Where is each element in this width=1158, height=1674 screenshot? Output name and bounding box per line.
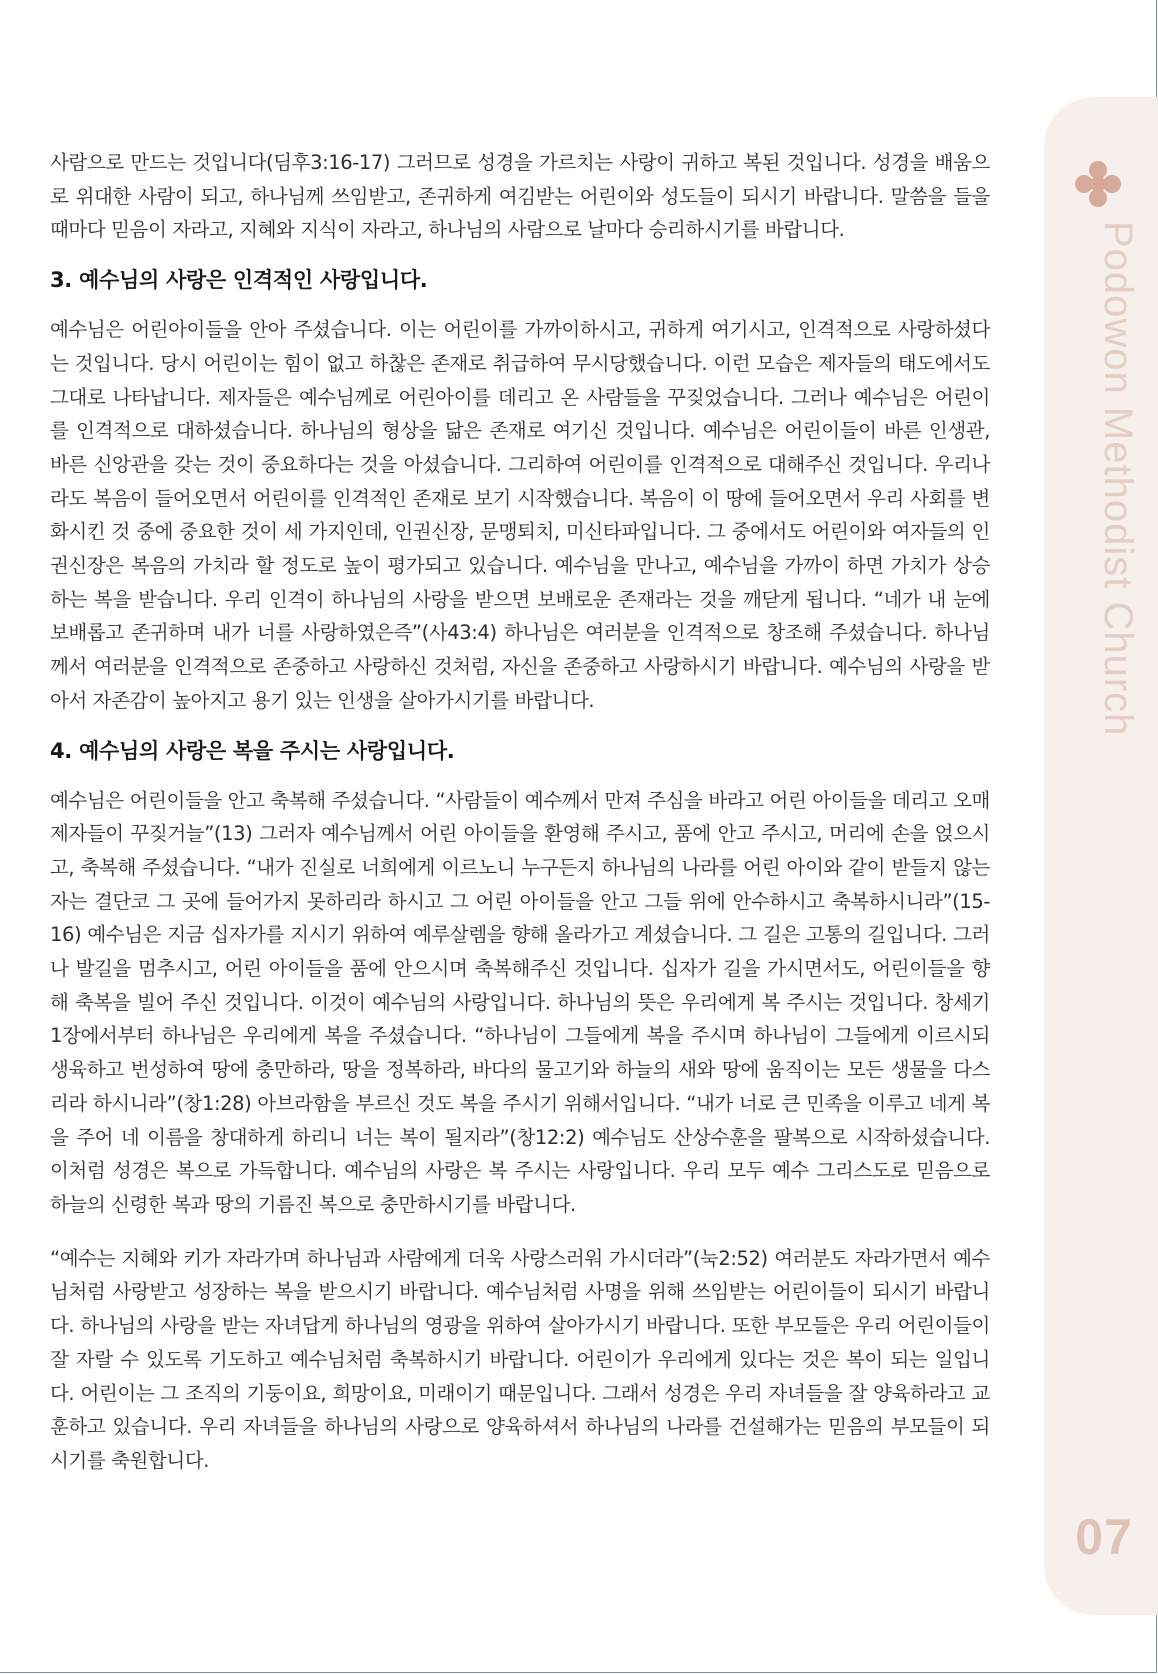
- church-name: Podowon Methodist Church: [1096, 221, 1140, 737]
- cross-flower-icon: [1074, 160, 1122, 208]
- section-heading: 4. 예수님의 사랑은 복을 주시는 사랑입니다.: [50, 738, 455, 763]
- article-body: [50, 146, 990, 1478]
- paragraph: 사람으로 만드는 것입니다(딤후3:16-17) 그러므로 성경을 가르치는 사랑이 귀하고 복된 것입니다. 성경을 배움으로 위대한 사람이 되고, 하나님께 쓰임받고, 존귀하게 여김받는 어린이와 성도들이 되시기 바랍니다. 말씀을 들을 때마다 믿음이 자라고, 지혜와 지식이 자라고, 하나님의 사람으로 날마다 승리하시기를 바랍니다.: [50, 151, 990, 242]
- section-heading: 3. 예수님의 사랑은 인격적인 사랑입니다.: [50, 268, 428, 293]
- page-number: 07: [1075, 1509, 1133, 1565]
- paragraph: 예수님은 어린아이들을 안아 주셨습니다. 이는 어린이를 가까이하시고, 귀하게 여기시고, 인격적으로 사랑하셨다는 것입니다. 당시 어린이는 힘이 없고 하찮은 존재로 취급하여 무시당했습니다. 이런 모습은 제자들의 태도에서도 그대로 나타납니다. 제자들은 예수님께로 어린아이를 데리고 온 사람들을 꾸짖었습니다. 그러나 예수님은 어린이를 인격적으로 대하셨습니다. 하나님의 형상을 닮은 존재로 여기신 것입니다. 예수님은 어린이들이 바른 인생관, 바른 신앙관을 갖는 것이 중요하다는 것을 아셨습니다. 그리하여 어린이를 인격적으로 대해주신 것입니다. 우리나라도 복음이 들어오면서 어린이를 인격적인 존재로 보기 시작했습니다. 복음이 이 땅에 들어오면서 우리 사회를 변화시킨 것 중에 중요한 것이 세 가지인데, 인권신장, 문맹퇴치, 미신타파입니다. 그 중에서도 어린이와 여자들의 인권신장은 복음의 가치라 할 정도로 높이 평가되고 있습니다. 예수님을 만나고, 예수님을 가까이 하면 가치가 상승하는 복을 받습니다. 우리 인격이 하나님의 사랑을 받으면 보배로운 존재라는 것을 깨닫게 됩니다. “네가 내 눈에 보배롭고 존귀하며 내가 너를 사랑하였은즉”(사43:4) 하나님은 여러분을 인격적으로 창조해 주셨습니다. 하나님께서 여러분을 인격적으로 존중하고 사랑하신 것처럼, 자신을 존중하고 사랑하시기 바랍니다. 예수님의 사랑을 받아서 자존감이 높아지고 용기 있는 인생을 살아가시기를 바랍니다.: [50, 318, 990, 712]
- paragraph: “예수는 지혜와 키가 자라가며 하나님과 사람에게 더욱 사랑스러워 가시더라”(눅2:52) 여러분도 자라가면서 예수님처럼 사랑받고 성장하는 복을 받으시기 바랍니다. 예수님처럼 사명을 위해 쓰임받는 어린이들이 되시기 바랍니다. 하나님의 사랑을 받는 자녀답게 하나님의 영광을 위하여 살아가시기 바랍니다. 또한 부모들은 우리 어린이들이 잘 자랄 수 있도록 기도하고 예수님처럼 축복하시기 바랍니다. 어린이가 우리에게 있다는 것은 복이 되는 일입니다. 어린이는 그 조직의 기둥이요, 희망이요, 미래이기 때문입니다. 그래서 성경은 우리 자녀들을 잘 양육하라고 교훈하고 있습니다. 우리 자녀들을 하나님의 사랑으로 양육하셔서 하나님의 나라를 건설해가는 믿음의 부모들이 되시기를 축원합니다.: [50, 1246, 990, 1472]
- paragraph: 예수님은 어린이들을 안고 축복해 주셨습니다. “사람들이 예수께서 만져 주심을 바라고 어린 아이들을 데리고 오매 제자들이 꾸짖거늘”(13) 그러자 예수님께서 어린 아이들을 환영해 주시고, 품에 안고 주시고, 머리에 손을 얹으시고, 축복해 주셨습니다. “내가 진실로 너희에게 이르노니 누구든지 하나님의 나라를 어린 아이와 같이 받들지 않는 자는 결단코 그 곳에 들어가지 못하리라 하시고 그 어린 아이들을 안고 그들 위에 안수하시고 축복하시니라”(15-16) 예수님은 지금 십자가를 지시기 위하여 예루살렘을 향해 올라가고 계셨습니다. 그 길은 고통의 길입니다. 그러나 발길을 멈추시고, 어린 아이들을 품에 안으시며 축복해주신 것입니다. 십자가 길을 가시면서도, 어린이들을 향해 축복을 빌어 주신 것입니다. 이것이 예수님의 사랑입니다. 하나님의 뜻은 우리에게 복 주시는 것입니다. 창세기 1장에서부터 하나님은 우리에게 복을 주셨습니다. “하나님이 그들에게 복을 주시며 하나님이 그들에게 이르시되 생육하고 번성하여 땅에 충만하라, 땅을 정복하라, 바다의 물고기와 하늘의 새와 땅에 움직이는 모든 생물을 다스리라 하시니라”(창1:28) 아브라함을 부르신 것도 복을 주시기 위해서입니다. “내가 너로 큰 민족을 이루고 네게 복을 주어 네 이름을 창대하게 하리니 너는 복이 될지라”(창12:2) 예수님도 산상수훈을 팔복으로 시작하셨습니다. 이처럼 성경은 복으로 가득합니다. 예수님의 사랑은 복 주시는 사랑입니다. 우리 모두 예수 그리스도로 믿음으로 하늘의 신령한 복과 땅의 기름진 복으로 충만하시기를 바랍니다.: [50, 788, 990, 1216]
